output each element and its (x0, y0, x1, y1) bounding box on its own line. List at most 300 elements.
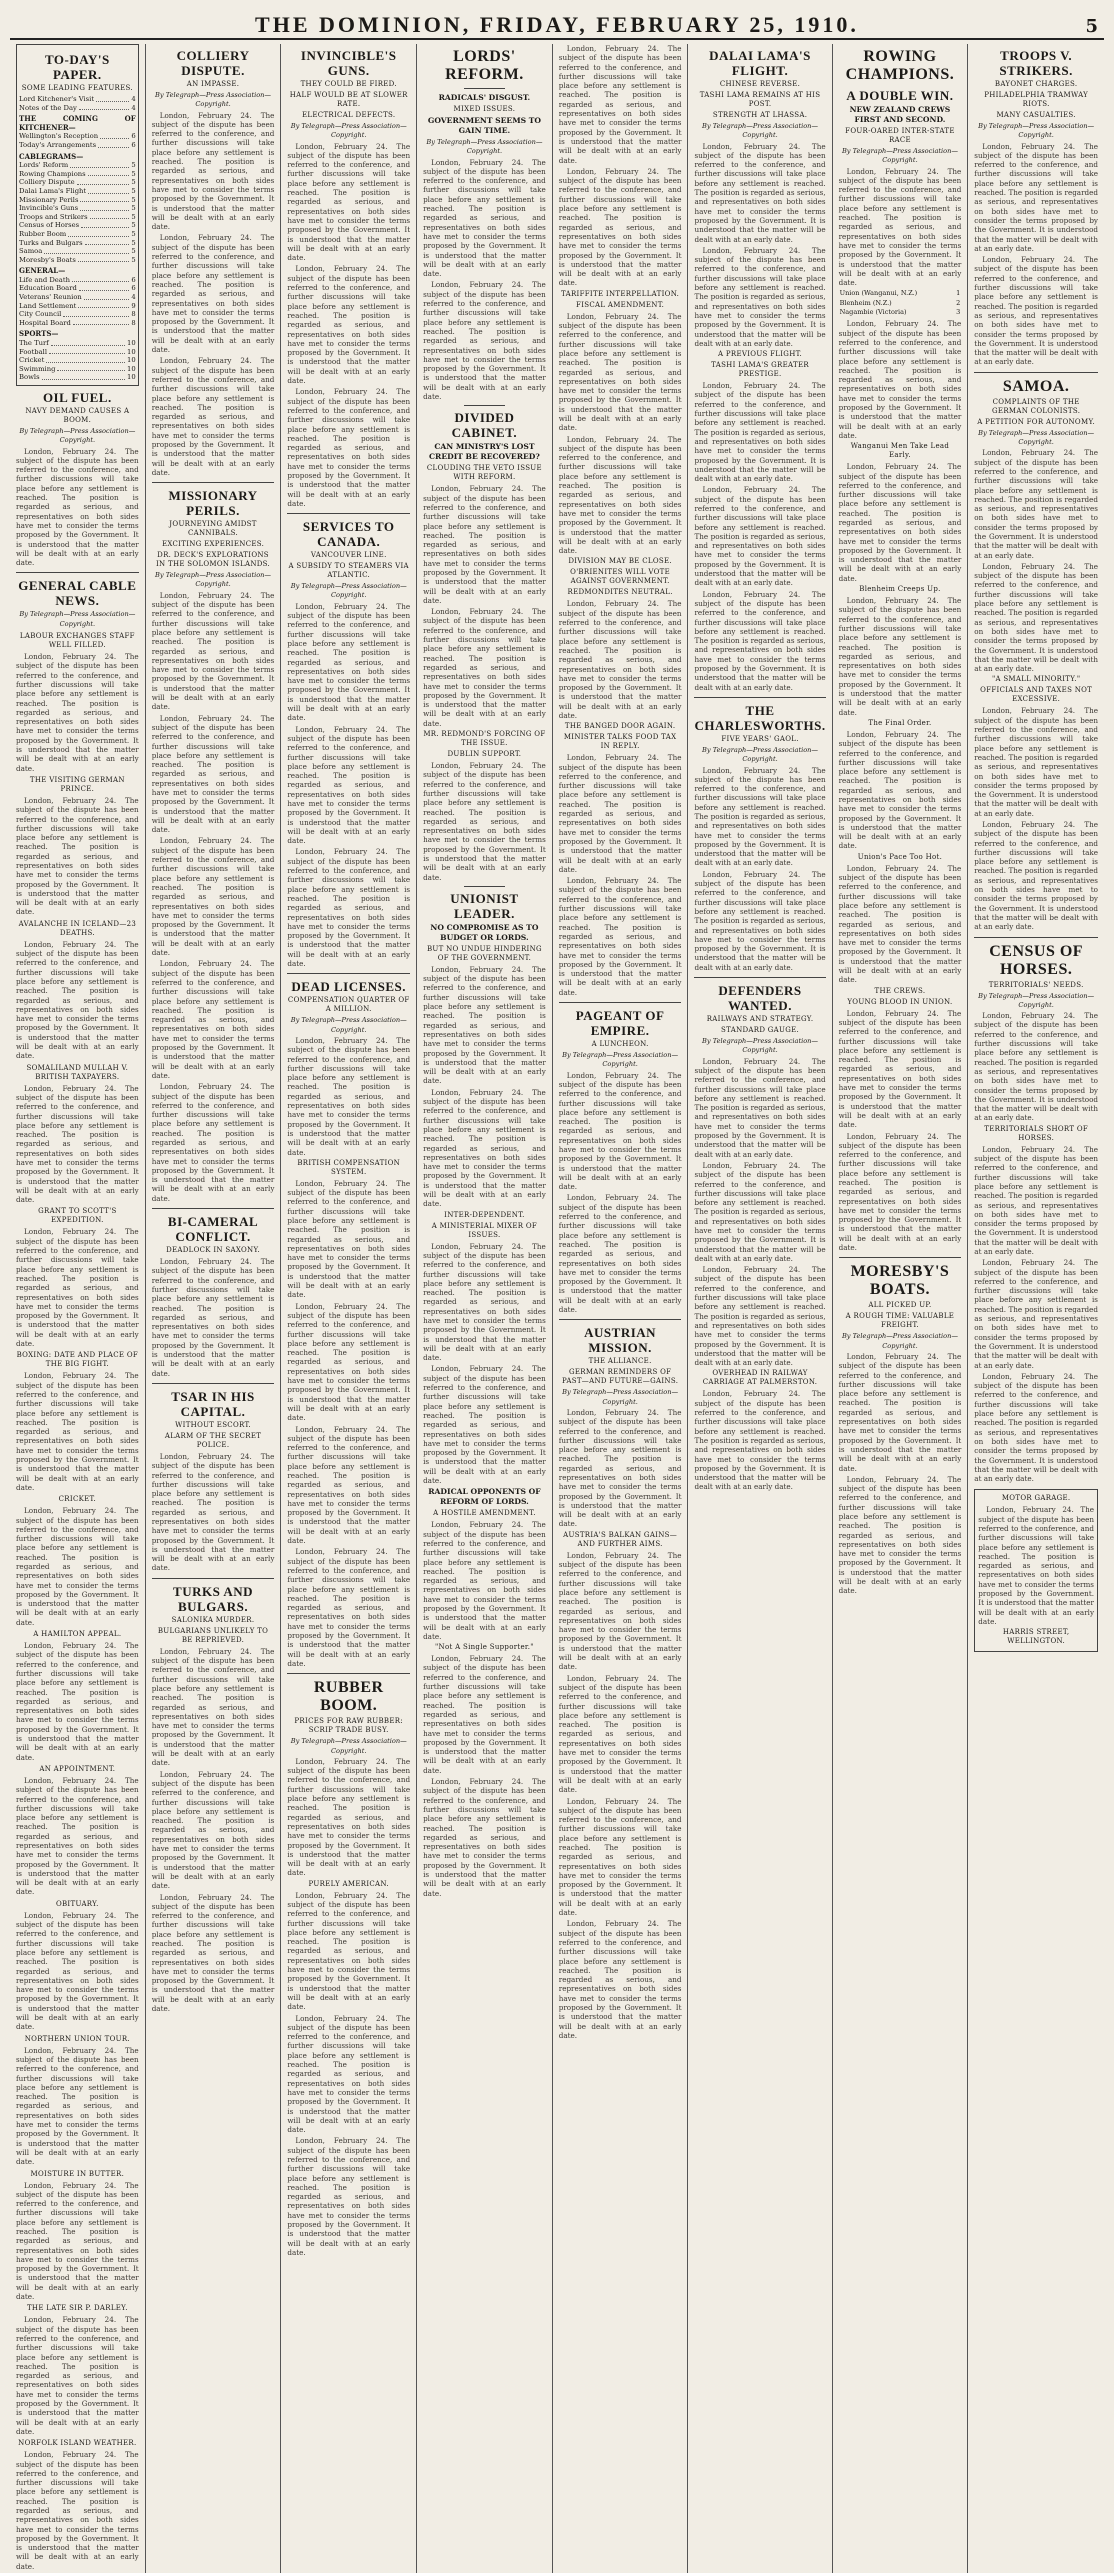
motor-garage-ad (974, 1489, 1098, 1652)
index-label: Education Board (19, 284, 77, 293)
unionist-sub: BUT NO UNDUE HINDERING OF THE GOVERNMENT. (426, 944, 542, 962)
cable-item-heading: SOMALILAND MULLAH V. BRITISH TAXPAYERS. (26, 1063, 129, 1081)
missionary-sub: DR. DECK'S EXPLORATIONS IN THE SOLOMON ISLANDS. (155, 551, 271, 569)
index-label: THE COMING OF KITCHENER— (19, 114, 136, 132)
tariffite-sub: TARIFFITE INTERPELLATION. (561, 289, 680, 298)
index-leader (72, 276, 129, 283)
index-label: Census of Horses (19, 221, 80, 230)
article-body: London, February 24. The subject of the dispute has been referred to the conference, and further discussions will take place before any settlement is reached. The position is regarded as serious, and representatives on both sides have met to consider the terms proposed by the Government. It is understood that the matter will be dealt with at an early date. (838, 863, 962, 985)
index-leader (84, 293, 130, 300)
index-row (19, 256, 136, 265)
article-body: London, February 24. The subject of the dispute has been referred to the conference, and further discussions will take place before any settlement is reached. The position is regarded as serious, and representatives on both sides have met to consider the terms proposed by the Government. It is understood that the matter will be dealt with at an early date. (974, 820, 1098, 932)
moresby-sub: A ROUGH TIME: VALUABLE FREIGHT. (845, 1312, 955, 1330)
dalai-sub: STRENGTH AT LHASSA. (712, 111, 808, 119)
motor-garage-heading: MOTOR GARAGE. (1001, 1494, 1071, 1503)
index-label: The Turf (19, 339, 49, 348)
pace-sub: Union's Pace Too Hot. (857, 852, 943, 861)
article-body: London, February 24. The subject of the dispute has been referred to the conference, and further discussions will take place before any settlement is reached. The position is regarded as serious, and representatives on both sides have met to consider the terms proposed by the Government. It is understood that the matter will be dealt with at an early date. (838, 319, 962, 440)
samoa-heading: SAMOA. (1002, 377, 1070, 395)
prestige-sub: TASHI LAMA'S GREATER PRESTIGE. (711, 361, 809, 379)
column-1 (10, 44, 146, 2573)
article-body: London, February 24. The subject of the dispute has been referred to the conference, and further discussions will take place before any settlement is reached. The position is regarded as serious, and representatives on both sides have met to consider the terms proposed by the Government. It is understood that the matter will be dealt with at an early date. (974, 1011, 1098, 1123)
tsar-sub: ALARM OF THE SECRET POLICE. (164, 1431, 262, 1449)
index-leader (79, 104, 130, 111)
article-body: London, February 24. The subject of the dispute has been referred to the conference, and further discussions will take place before any settlement is reached. The position is regarded as serious, and representatives on both sides have met to consider the terms proposed by the Government. It is understood that the matter will be dealt with at an early date. (16, 1371, 139, 1492)
divider (839, 1257, 962, 1258)
index-page: 5 (131, 161, 136, 170)
index-label: Lords' Reform (19, 161, 69, 170)
divider (974, 937, 1098, 938)
features-heading: SOME LEADING FEATURES. (21, 84, 133, 92)
index-row (19, 276, 136, 285)
article-body: London, February 24. The subject of the dispute has been referred to the conference, and further discussions will take place before any settlement is reached. The position is regarded as serious, and representatives on both sides have met to consider the terms proposed by the Government. It is understood that the matter will be dealt with at an early date. (287, 264, 411, 386)
austrian-sub: AUSTRIA'S BALKAN GAINS—AND FURTHER AIMS. (563, 1530, 678, 1548)
single-sub: "Not A Single Supporter." (435, 1643, 534, 1652)
crew-place: 1 (956, 289, 961, 298)
article-body: London, February 24. The subject of the dispute has been referred to the conference, and further discussions will take place before any settlement is reached. The position is regarded as serious, and representatives on both sides have met to consider the terms proposed by the Government. It is understood that the matter will be dealt with at an early date. (16, 2180, 139, 2302)
cable-item-heading: NORTHERN UNION TOUR. (24, 2034, 130, 2043)
moresby-sub: ALL PICKED UP. (868, 1301, 932, 1310)
troops-heading: TROOPS V. STRIKERS. (999, 48, 1073, 78)
article-body: London, February 24. The subject of the dispute has been referred to the conference, and further discussions will take place before any settlement is reached. The position is regarded as serious, and representatives on both sides have met to consider the terms proposed by the Government. It is understood that the matter will be dealt with at an early date. (16, 795, 139, 917)
index-page: 10 (127, 356, 136, 365)
troops-sub: PHILADELPHIA TRAMWAY RIOTS. (984, 91, 1089, 108)
article-body: London, February 24. The subject of the dispute has been referred to the conference, and further discussions will take place before any settlement is reached. The position is regarded as serious, and representatives on both sides have met to consider the terms proposed by the Government. It is understood that the matter will be dealt with at an early date. (558, 876, 682, 997)
article-body: London, February 24. The subject of the dispute has been referred to the conference, and further discussions will take place before any settlement is reached. The position is regarded as serious, and representatives on both sides have met to consider the terms proposed by the Government. It is understood that the matter will be dealt with at an early date. (558, 44, 682, 165)
article-body: London, February 24. The subject of the dispute has been referred to the conference, and further discussions will take place before any settlement is reached. The position is regarded as serious, and representatives on both sides have met to consider the terms proposed by the Government. It is understood that the matter will be dealt with at an early date. (151, 1769, 275, 1891)
index-page: 5 (131, 255, 136, 264)
dateline: By Telegraph—Press Association—Copyright. (290, 122, 407, 140)
index-page: 8 (131, 318, 136, 327)
missionary-sub: JOURNEYING AMIDST CANNIBALS. (169, 520, 257, 538)
article-body: London, February 24. The subject of the dispute has been referred to the conference, and further discussions will take place before any settlement is reached. The position is regarded as serious, and representatives on both sides have met to consider the terms proposed by the Government. It is understood that the matter will be dealt with at an early date. (694, 1265, 826, 1368)
index-row (19, 221, 136, 230)
dalai-sub: CHINESE REVERSE. (719, 80, 801, 88)
index-row (19, 284, 136, 293)
index-row (19, 213, 136, 222)
cable-item-heading: THE VISITING GERMAN PRINCE. (29, 775, 125, 793)
article-body: London, February 24. The subject of the dispute has been referred to the conference, and further discussions will take place before any settlement is reached. The position is regarded as serious, and representatives on both sides have met to consider the terms proposed by the Government. It is understood that the matter will be dealt with at an early date. (16, 1506, 139, 1627)
pageant-sub: A LUNCHEON. (591, 1040, 649, 1049)
missionary-sub: EXCITING EXPERIENCES. (161, 540, 265, 549)
divider (559, 1002, 682, 1003)
dalai-sub: TASHI LAMA REMAINS AT HIS POST. (699, 91, 821, 108)
tsar-sub: WITHOUT ESCORT. (175, 1420, 251, 1429)
samoa-sub: "A SMALL MINORITY." (991, 675, 1081, 684)
index-leader (77, 178, 130, 185)
columns (10, 44, 1104, 2571)
census-heading: CENSUS OF HORSES. (989, 942, 1084, 978)
column-6 (688, 44, 832, 2573)
article-body: London, February 24. The subject of the dispute has been referred to the conference, and further discussions will take place before any settlement is reached. The position is regarded as serious, and representatives on both sides have met to consider the terms proposed by the Government. It is understood that the matter will be dealt with at an early date. (558, 1193, 682, 1315)
article-body: London, February 24. The subject of the dispute has been referred to the conference, and further discussions will take place before any settlement is reached. The position is regarded as serious, and representatives on both sides have met to consider the terms proposed by the Government. It is understood that the matter will be dealt with at an early date. (974, 1258, 1098, 1370)
index-row (19, 239, 136, 248)
article-body: London, February 24. The subject of the dispute has been referred to the conference, and further discussions will take place before any settlement is reached. The position is regarded as serious, and representatives on both sides have met to consider the terms proposed by the Government. It is understood that the matter will be dealt with at an early date. (974, 561, 1098, 674)
article-body: London, February 24. The subject of the dispute has been referred to the conference, and further discussions will take place before any settlement is reached. The position is regarded as serious, and representatives on both sides have met to consider the terms proposed by the Government. It is understood that the matter will be dealt with at an early date. (287, 387, 411, 508)
article-body: London, February 24. The subject of the dispute has been referred to the conference, and further discussions will take place before any settlement is reached. The position is regarded as serious, and representatives on both sides have met to consider the terms proposed by the Government. It is understood that the matter will be dealt with at an early date. (974, 1371, 1098, 1484)
index-page: 4 (131, 293, 136, 302)
index-label: Turks and Bulgars (19, 238, 83, 247)
article-body: London, February 24. The subject of the dispute has been referred to the conference, and further discussions will take place before any settlement is reached. The position is regarded as serious, and representatives on both sides have met to consider the terms proposed by the Government. It is understood that the matter will be dealt with at an early date. (558, 311, 682, 433)
troops-sub: BAYONET CHARGES. (994, 80, 1078, 88)
column-5 (553, 44, 689, 2573)
index-row (19, 115, 136, 132)
article-body: London, February 24. The subject of the dispute has been referred to the conference, and further discussions will take place before any settlement is reached. The position is regarded as serious, and representatives on both sides have met to consider the terms proposed by the Government. It is understood that the matter will be dealt with at an early date. (558, 1919, 682, 2040)
index-row (19, 293, 136, 302)
article-body: London, February 24. The subject of the dispute has been referred to the conference, and further discussions will take place before any settlement is reached. The position is regarded as serious, and representatives on both sides have met to consider the terms proposed by the Government. It is understood that the matter will be dealt with at an early date. (151, 1646, 275, 1768)
index-row (19, 310, 136, 319)
article-body: London, February 24. The subject of the dispute has been referred to the conference, and further discussions will take place before any settlement is reached. The position is regarded as serious, and representatives on both sides have met to consider the terms proposed by the Government. It is understood that the matter will be dealt with at an early date. (287, 724, 411, 846)
index-leader (44, 247, 129, 254)
crew-row (839, 289, 962, 298)
rubber-sub: PRICES FOR RAW RUBBER: SCRIP TRADE BUSY. (294, 1717, 404, 1735)
redmond-sub: MR. REDMOND'S FORCING OF THE ISSUE. (423, 730, 546, 748)
index-leader (85, 239, 130, 246)
index-leader (80, 204, 129, 211)
index-leader (51, 339, 125, 346)
article-body: London, February 24. The subject of the dispute has been referred to the conference, and further discussions will take place before any settlement is reached. The position is regarded as serious, and representatives on both sides have met to consider the terms proposed by the Government. It is understood that the matter will be dealt with at an early date. (974, 255, 1098, 367)
article-body: London, February 24. The subject of the dispute has been referred to the conference, and further discussions will take place before any settlement is reached. The position is regarded as serious, and representatives on both sides have met to consider the terms proposed by the Government. It is understood that the matter will be dealt with at an early date. (558, 166, 682, 288)
article-body: London, February 24. The subject of the dispute has been referred to the conference, and further discussions will take place before any settlement is reached. The position is regarded as serious, and representatives on both sides have met to consider the terms proposed by the Government. It is understood that the matter will be dealt with at an early date. (423, 1654, 546, 1775)
article-body: London, February 24. The subject of the dispute has been referred to the conference, and further discussions will take place before any settlement is reached. The position is regarded as serious, and representatives on both sides have met to consider the terms proposed by the Government. It is understood that the matter will be dealt with at an early date. (287, 1424, 411, 1546)
index-label: GENERAL— (19, 266, 66, 276)
index-label: CABLEGRAMS— (19, 151, 84, 161)
index-leader (68, 230, 129, 237)
index-row (19, 178, 136, 187)
index-label: Cricket (19, 356, 45, 365)
rubber-heading: RUBBER BOOM. (313, 1679, 384, 1715)
article-body: London, February 24. The subject of the dispute has been referred to the conference, and further discussions will take place before any settlement is reached. The position is regarded as serious, and representatives on both sides have met to consider the terms proposed by the Government. It is understood that the matter will be dealt with at an early date. (287, 1301, 411, 1423)
article-body: London, February 24. The subject of the dispute has been referred to the conference, and further discussions will take place before any settlement is reached. The position is regarded as serious, and representatives on both sides have met to consider the terms proposed by the Government. It is understood that the matter will be dealt with at an early date. (16, 2450, 139, 2571)
cable-item-heading: MOISTURE IN BUTTER. (30, 2169, 125, 2178)
cable-item-heading: NORFOLK ISLAND WEATHER. (18, 2439, 137, 2448)
divider (974, 372, 1098, 373)
index-label: Moresby's Boats (19, 255, 76, 264)
index-leader (73, 319, 129, 326)
index-page: 5 (131, 229, 136, 238)
index-leader (100, 132, 129, 139)
divider (287, 973, 410, 974)
dead-licenses-sub: COMPENSATION QUARTER OF A MILLION. (287, 996, 410, 1014)
crew-place: 3 (956, 308, 961, 317)
article-body: London, February 24. The subject of the dispute has been referred to the conference, and further discussions will take place before any settlement is reached. The position is regarded as serious, and representatives on both sides have met to consider the terms proposed by the Government. It is understood that the matter will be dealt with at an early date. (838, 1131, 962, 1253)
dateline: By Telegraph—Press Association—Copyright. (155, 91, 272, 109)
article-body: London, February 24. The subject of the dispute has been referred to the conference, and further discussions will take place before any settlement is reached. The position is regarded as serious, and representatives on both sides have met to consider the terms proposed by the Government. It is understood that the matter will be dealt with at an early date. (423, 1364, 546, 1486)
index-label: Veterans' Reunion (19, 293, 82, 302)
obrienites-sub: O'BRIENITES WILL VOTE AGAINST GOVERNMENT. (570, 568, 671, 586)
article-body: London, February 24. The subject of the dispute has been referred to the conference, and further discussions will take place before any settlement is reached. The position is regarded as serious, and representatives on both sides have met to consider the terms proposed by the Government. It is understood that the matter will be dealt with at an early date. (558, 599, 682, 720)
samoa-sub: OFFICIALS AND TAXES NOT EXCESSIVE. (980, 686, 1093, 704)
cable-item-heading: LABOUR EXCHANGES STAFF WELL FILLED. (19, 632, 135, 650)
dateline: By Telegraph—Press Association—Copyright. (19, 427, 136, 445)
oil-fuel-heading: OIL FUEL. (42, 390, 112, 405)
general-cable-heading: GENERAL CABLE NEWS. (18, 578, 137, 609)
hostile-sub: A HOSTILE AMENDMENT. (433, 1509, 536, 1518)
column-3 (281, 44, 417, 2573)
article-body: London, February 24. The subject of the dispute has been referred to the conference, and further discussions will take place before any settlement is reached. The position is regarded as serious, and representatives on both sides have met to consider the terms proposed by the Government. It is understood that the matter will be dealt with at an early date. (974, 141, 1098, 253)
austrian-heading: AUSTRIAN MISSION. (584, 1325, 657, 1356)
index-label: Life and Death (19, 275, 70, 284)
article-body: London, February 24. The subject of the dispute has been referred to the conference, and further discussions will take place before any settlement is reached. The position is regarded as serious, and representatives on both sides have met to consider the terms proposed by the Government. It is understood that the matter will be dealt with at an early date. (838, 1474, 962, 1596)
cable-item-heading: THE LATE SIR P. DARLEY. (26, 2304, 128, 2313)
blenheim-sub: Blenheim Creeps Up. (859, 585, 941, 594)
article-body: London, February 24. The subject of the dispute has been referred to the conference, and further discussions will take place before any settlement is reached. The position is regarded as serious, and representatives on both sides have met to consider the terms proposed by the Government. It is understood that the matter will be dealt with at an early date. (16, 2315, 139, 2436)
dateline: By Telegraph—Press Association—Copyright. (19, 610, 136, 628)
divider (152, 1208, 275, 1209)
index-row (19, 196, 136, 205)
divided-sub: CLOUDING THE VETO ISSUE WITH REFORM. (426, 464, 542, 482)
index-label: Missionary Perils (19, 195, 79, 204)
ad-address: HARRIS STREET, WELLINGTON. (1002, 1628, 1070, 1646)
article-body: London, February 24. The subject of the dispute has been referred to the conference, and further discussions will take place before any settlement is reached. The position is regarded as serious, and representatives on both sides have met to consider the terms proposed by the Government. It is understood that the matter will be dealt with at an early date. (16, 939, 139, 1061)
guns-sub: HALF WOULD BE AT SLOWER RATE. (289, 91, 408, 108)
index-label: Rowing Champions (19, 169, 86, 178)
overhead-sub: OVERHEAD IN RAILWAY CARRIAGE AT PALMERSTON. (702, 1369, 818, 1387)
index-label: Samoa (19, 247, 43, 256)
index-row (19, 153, 136, 162)
fiscal-sub: FISCAL AMENDMENT. (576, 300, 665, 309)
redmondites-sub: REDMONDITES NEUTRAL. (567, 588, 673, 597)
index-page: 10 (127, 364, 136, 373)
index-label: Colliery Dispute (19, 178, 75, 187)
article-body: London, February 24. The subject of the dispute has been referred to the conference, and further discussions will take place before any settlement is reached. The position is regarded as serious, and representatives on both sides have met to consider the terms proposed by the Government. It is understood that the matter will be dealt with at an early date. (287, 847, 411, 969)
index-row (19, 348, 136, 357)
wanganui-sub: Wanganui Men Take Lead Early. (850, 442, 950, 460)
cable-item-heading: OBITUARY. (55, 1899, 99, 1908)
dateline: By Telegraph—Press Association—Copyright. (978, 428, 1095, 447)
cable-item-heading: GRANT TO SCOTT'S EXPEDITION. (38, 1207, 117, 1225)
column-4 (417, 44, 553, 2573)
divider (152, 482, 275, 483)
divided-heading: DIVIDED CABINET. (451, 410, 518, 441)
article-body: London, February 24. The subject of the dispute has been referred to the conference, and further discussions will take place before any settlement is reached. The position is regarded as serious, and representatives on both sides have met to consider the terms proposed by the Government. It is understood that the matter will be dealt with at an early date. (151, 713, 275, 835)
index-row (19, 267, 136, 276)
article-body: London, February 24. The subject of the dispute has been referred to the conference, and further discussions will take place before any settlement is reached. The position is regarded as serious, and representatives on both sides have met to consider the terms proposed by the Government. It is understood that the matter will be dealt with at an early date. (558, 1673, 682, 1795)
masthead (10, 10, 1104, 40)
index-leader (90, 213, 130, 220)
index-page: 9 (131, 301, 136, 310)
index-leader (46, 356, 125, 363)
article-body: London, February 24. The subject of the dispute has been referred to the conference, and further discussions will take place before any settlement is reached. The position is regarded as serious, and representatives on both sides have met to consider the terms proposed by the Government. It is understood that the matter will be dealt with at an early date. (558, 1550, 682, 1672)
turks-sub: SALONIKA MURDER. (171, 1615, 255, 1624)
cable-item-heading: AVALANCHE IN ICELAND—23 DEATHS. (18, 919, 137, 937)
index-label: Notes of the Day (19, 103, 77, 112)
article-body: London, February 24. The subject of the dispute has been referred to the conference, and further discussions will take place before any settlement is reached. The position is regarded as serious, and representatives on both sides have met to consider the terms proposed by the Government. It is understood that the matter will be dealt with at an early date. (694, 589, 826, 692)
index-page: 5 (131, 247, 136, 256)
dateline: By Telegraph—Press Association—Copyright. (562, 1051, 679, 1069)
index-leader (57, 365, 125, 372)
index-page: 5 (131, 204, 136, 213)
crew-name: Union (Wanganui, N.Z.) (839, 289, 918, 298)
index-label: Hospital Board (19, 318, 71, 327)
index-leader (81, 221, 129, 228)
census-sub: TERRITORIALS SHORT OF HORSES. (984, 1124, 1089, 1142)
index-label: Troops and Strikers (19, 212, 88, 221)
article-body: London, February 24. The subject of the dispute has been referred to the conference, and further discussions will take place before any settlement is reached. The position is regarded as serious, and representatives on both sides have met to consider the terms proposed by the Government. It is understood that the matter will be dealt with at an early date. (423, 1777, 546, 1898)
unionist-sub: NO COMPROMISE AS TO BUDGET OR LORDS. (430, 922, 539, 942)
young-sub: YOUNG BLOOD IN UNION. (847, 997, 953, 1006)
dalai-heading: DALAI LAMA'S FLIGHT. (709, 48, 811, 78)
index-row (19, 141, 136, 150)
dateline: By Telegraph—Press Association—Copyright. (426, 138, 543, 156)
divider (464, 405, 506, 406)
divider (152, 1383, 275, 1384)
article-body: London, February 24. The subject of the dispute has been referred to the conference, and further discussions will take place before any settlement is reached. The position is regarded as serious, and representatives on both sides have met to consider the terms proposed by the Government. It is understood that the matter will be dealt with at an early date. (694, 869, 826, 972)
index-label: Football (19, 347, 48, 356)
tsar-heading: TSAR IN HIS CAPITAL. (171, 1388, 255, 1419)
rowing-sub: NEW ZEALAND CREWS FIRST AND SECOND. (849, 105, 951, 124)
article-body: London, February 24. The subject of the dispute has been referred to the conference, and further discussions will take place before any settlement is reached. The position is regarded as serious, and representatives on both sides have met to consider the terms proposed by the Government. It is understood that the matter will be dealt with at an early date. (287, 2136, 411, 2257)
index-row (19, 161, 136, 170)
mixer-sub: A MINISTERIAL MIXER OF ISSUES. (431, 1221, 538, 1239)
article-body: London, February 24. The subject of the dispute has been referred to the conference, and further discussions will take place before any settlement is reached. The position is regarded as serious, and representatives on both sides have met to consider the terms proposed by the Government. It is understood that the matter will be dealt with at an early date. (558, 1796, 682, 1918)
index-leader (79, 284, 130, 291)
index-leader (80, 196, 129, 203)
index-row (19, 373, 136, 382)
article-body: London, February 24. The subject of the dispute has been referred to the conference, and further discussions will take place before any settlement is reached. The position is regarded as serious, and representatives on both sides have met to consider the terms proposed by the Government. It is understood that the matter will be dealt with at an early date. (423, 157, 546, 279)
index-leader (78, 302, 129, 309)
crew-name: Blenheim (N.Z.) (839, 298, 892, 307)
divider (16, 572, 139, 573)
index-leader (88, 187, 129, 194)
crew-row (839, 299, 962, 308)
guns-heading: INVINCIBLE'S GUNS. (300, 48, 397, 78)
turks-heading: TURKS AND BULGARS. (173, 1583, 254, 1614)
article-body: London, February 24. The subject of the dispute has been referred to the conference, and further discussions will take place before any settlement is reached. The position is regarded as serious, and representatives on both sides have met to consider the terms proposed by the Government. It is understood that the matter will be dealt with at an early date. (423, 1520, 546, 1641)
article-body: London, February 24. The subject of the dispute has been referred to the conference, and further discussions will take place before any settlement is reached. The position is regarded as serious, and representatives on both sides have met to consider the terms proposed by the Government. It is understood that the matter will be dealt with at an early date. (151, 110, 275, 232)
article-body: London, February 24. The subject of the dispute has been referred to the conference, and further discussions will take place before any settlement is reached. The position is regarded as serious, and representatives on both sides have met to consider the terms proposed by the Government. It is understood that the matter will be dealt with at an early date. (974, 1144, 1098, 1256)
index-label: Wellington's Reception (19, 132, 99, 141)
dateline: By Telegraph—Press Association—Copyright. (702, 745, 819, 764)
article-body: London, February 24. The subject of the dispute has been referred to the conference, and further discussions will take place before any settlement is reached. The position is regarded as serious, and representatives on both sides have met to consider the terms proposed by the Government. It is understood that the matter will be dealt with at an early date. (287, 1035, 411, 1157)
article-body: London, February 24. The subject of the dispute has been referred to the conference, and further discussions will take place before any settlement is reached. The position is regarded as serious, and representatives on both sides have met to consider the terms proposed by the Government. It is understood that the matter will be dealt with at an early date. (423, 280, 546, 402)
article-body: London, February 24. The subject of the dispute has been referred to the conference, and further discussions will take place before any settlement is reached. The position is regarded as serious, and representatives on both sides have met to consider the terms proposed by the Government. It is understood that the matter will be dealt with at an early date. (694, 1056, 826, 1159)
todays-paper-heading: TO-DAY'S PAPER. (44, 52, 110, 82)
todays-paper-box (16, 44, 139, 386)
index-label: Rubber Boom (19, 229, 67, 238)
colliery-heading: COLLIERY DISPUTE. (176, 48, 250, 78)
article-body: London, February 24. The subject of the dispute has been referred to the conference, and further discussions will take place before any settlement is reached. The position is regarded as serious, and representatives on both sides have met to consider the terms proposed by the Government. It is understood that the matter will be dealt with at an early date. (974, 706, 1098, 818)
crews-sub: THE CREWS. (874, 986, 926, 995)
crews-table (839, 289, 962, 317)
previous-sub: A PREVIOUS FLIGHT. (717, 350, 803, 359)
article-body: London, February 24. The subject of the dispute has been referred to the conference, and further discussions will take place before any settlement is reached. The position is regarded as serious, and representatives on both sides have met to consider the terms proposed by the Government. It is understood that the matter will be dealt with at an early date. (151, 836, 275, 958)
dateline: By Telegraph—Press Association—Copyright. (290, 582, 407, 600)
samoa-sub: A PETITION FOR AUTONOMY. (977, 417, 1095, 426)
dateline: By Telegraph—Press Association—Copyright. (702, 122, 819, 140)
article-body: London, February 24. The subject of the dispute has been referred to the conference, and further discussions will take place before any settlement is reached. The position is regarded as serious, and representatives on both sides have met to consider the terms proposed by the Government. It is understood that the matter will be dealt with at an early date. (151, 959, 275, 1080)
article-body: London, February 24. The subject of the dispute has been referred to the conference, and further discussions will take place before any settlement is reached. The position is regarded as serious, and representatives on both sides have met to consider the terms proposed by the Government. It is understood that the matter will be dealt with at an early date. (694, 1389, 826, 1492)
index-row (19, 170, 136, 179)
index-page: 6 (131, 275, 136, 284)
article-body: London, February 24. The subject of the dispute has been referred to the conference, and further discussions will take place before any settlement is reached. The position is regarded as serious, and representatives on both sides have met to consider the terms proposed by the Government. It is understood that the matter will be dealt with at an early date. (287, 2013, 411, 2135)
index-row (19, 95, 136, 104)
divider (152, 1578, 275, 1579)
article-body: London, February 24. The subject of the dispute has been referred to the conference, and further discussions will take place before any settlement is reached. The position is regarded as serious, and representatives on both sides have met to consider the terms proposed by the Government. It is understood that the matter will be dealt with at an early date. (558, 434, 682, 556)
article-body: London, February 24. The subject of the dispute has been referred to the conference, and further discussions will take place before any settlement is reached. The position is regarded as serious, and representatives on both sides have met to consider the terms proposed by the Government. It is understood that the matter will be dealt with at an early date. (838, 729, 962, 851)
article-body: London, February 24. The subject of the dispute has been referred to the conference, and further discussions will take place before any settlement is reached. The position is regarded as serious, and representatives on both sides have met to consider the terms proposed by the Government. It is understood that the matter will be dealt with at an early date. (16, 1083, 139, 1205)
dateline: By Telegraph—Press Association—Copyright. (702, 1037, 819, 1055)
unionist-heading: UNIONIST LEADER. (450, 890, 519, 921)
index-leader (78, 256, 129, 263)
services-heading: SERVICES TO CANADA. (302, 519, 395, 550)
troops-sub: MANY CASUALTIES. (996, 111, 1076, 119)
index-row (19, 302, 136, 311)
dateline: By Telegraph—Press Association—Copyright. (841, 147, 958, 165)
article-body: London, February 24. The subject of the dispute has been referred to the conference, and further discussions will take place before any settlement is reached. The position is regarded as serious, and representatives on both sides have met to consider the terms proposed by the Government. It is understood that the matter will be dealt with at an early date. (558, 753, 682, 874)
column-2 (146, 44, 282, 2573)
moresby-heading: MORESBY'S BOATS. (850, 1263, 950, 1299)
dateline: By Telegraph—Press Association—Copyright. (562, 1388, 679, 1406)
index-page: 5 (131, 221, 136, 230)
dateline: By Telegraph—Press Association—Copyright. (978, 991, 1095, 1009)
index-page: 6 (131, 284, 136, 293)
article-body: London, February 24. The subject of the dispute has been referred to the conference, and further discussions will take place before any settlement is reached. The position is regarded as serious, and representatives on both sides have met to consider the terms proposed by the Government. It is understood that the matter will be dealt with at an early date. (151, 1451, 275, 1573)
index-leader (49, 348, 125, 355)
samoa-sub: COMPLAINTS OF THE GERMAN COLONISTS. (992, 397, 1081, 415)
division-sub: DIVISION MAY BE CLOSE. (568, 557, 672, 566)
article-body: London, February 24. The subject of the dispute has been referred to the conference, and further discussions will take place before any settlement is reached. The position is regarded as serious, and representatives on both sides have met to consider the terms proposed by the Government. It is understood that the matter will be dealt with at an early date. (423, 1087, 546, 1209)
crew-place: 2 (956, 298, 961, 307)
index-row (19, 204, 136, 213)
oil-fuel-sub: NAVY DEMAND CAUSES A BOOM. (25, 407, 130, 424)
general-cable-list (16, 632, 139, 2571)
article-body: London, February 24. The subject of the dispute has been referred to the conference, and further discussions will take place before any settlement is reached. The position is regarded as serious, and representatives on both sides have met to consider the terms proposed by the Government. It is understood that the matter will be dealt with at an early date. (151, 1082, 275, 1203)
article-body: London, February 24. The subject of the dispute has been referred to the conference, and further discussions will take place before any settlement is reached. The position is regarded as serious, and representatives on both sides have met to consider the terms proposed by the Government. It is understood that the matter will be dealt with at an early date. (694, 245, 826, 348)
guns-sub: THEY COULD BE FIRED. (300, 80, 397, 88)
index-page: 5 (131, 169, 136, 178)
dateline: By Telegraph—Press Association—Copyright. (290, 1016, 407, 1034)
rowing-heading: ROWING CHAMPIONS. (845, 48, 955, 83)
newspaper-title: THE DOMINION, FRIDAY, FEBRUARY 25, 1910. (255, 12, 859, 37)
index-label: Invincible's Guns (19, 204, 79, 213)
article-body: London, February 24. The subject of the dispute has been referred to the conference, and further discussions will take place before any settlement is reached. The position is regarded as serious, and representatives on both sides have met to consider the terms proposed by the Government. It is understood that the matter will be dealt with at an early date. (16, 1775, 139, 1897)
ad-body: London, February 24. The subject of the dispute has been referred to the conference, and further discussions will take place before any settlement is reached. The position is regarded as serious, and representatives on both sides have met to consider the terms proposed by the Government. It is understood that the matter will be dealt with at an early date. (978, 1505, 1094, 1626)
inter-sub: INTER-DEPENDENT. (444, 1210, 525, 1219)
rubber-sub: PURELY AMERICAN. (308, 1879, 389, 1888)
index-row (19, 230, 136, 239)
index-page: 4 (131, 103, 136, 112)
article-body: London, February 24. The subject of the dispute has been referred to the conference, and further discussions will take place before any settlement is reached. The position is regarded as serious, and representatives on both sides have met to consider the terms proposed by the Government. It is understood that the matter will be dealt with at an early date. (423, 1241, 546, 1363)
austrian-sub: THE ALLIANCE. (588, 1357, 652, 1366)
article-body: London, February 24. The subject of the dispute has been referred to the conference, and further discussions will take place before any settlement is reached. The position is regarded as serious, and representatives on both sides have met to consider the terms proposed by the Government. It is understood that the matter will be dealt with at an early date. (423, 761, 546, 882)
index-page: 10 (127, 339, 136, 348)
article-body: London, February 24. The subject of the dispute has been referred to the conference, and further discussions will take place before any settlement is reached. The position is regarded as serious, and representatives on both sides have met to consider the terms proposed by the Government. It is understood that the matter will be dealt with at an early date. (287, 1890, 411, 2012)
article-body: London, February 24. The subject of the dispute has been referred to the conference, and further discussions will take place before any settlement is reached. The position is regarded as serious, and representatives on both sides have met to consider the terms proposed by the Government. It is understood that the matter will be dealt with at an early date. (838, 1351, 962, 1473)
index-page: 6 (131, 140, 136, 149)
index-leader (42, 373, 125, 380)
index-label: City Council (19, 310, 62, 319)
article-body: London, February 24. The subject of the dispute has been referred to the conference, and further discussions will take place before any settlement is reached. The position is regarded as serious, and representatives on both sides have met to consider the terms proposed by the Government. It is understood that the matter will be dealt with at an early date. (16, 1910, 139, 2032)
page-number: 5 (1085, 16, 1098, 37)
index-label: Dalai Lama's Flight (19, 186, 87, 195)
article-body: London, February 24. The subject of the dispute has been referred to the conference, and further discussions will take place before any settlement is reached. The position is regarded as serious, and representatives on both sides have met to consider the terms proposed by the Government. It is understood that the matter will be dealt with at an early date. (838, 462, 962, 583)
census-sub: TERRITORIALS' NEEDS. (988, 980, 1084, 989)
article-body: London, February 24. The subject of the dispute has been referred to the conference, and further discussions will take place before any settlement is reached. The position is regarded as serious, and representatives on both sides have met to consider the terms proposed by the Government. It is understood that the matter will be dealt with at an early date. (287, 1756, 411, 1878)
cable-item-heading: AN APPOINTMENT. (39, 1764, 116, 1773)
article-body: London, February 24. The subject of the dispute has been referred to the conference, and further discussions will take place before any settlement is reached. The position is regarded as serious, and representatives on both sides have met to consider the terms proposed by the Government. It is understood that the matter will be dealt with at an early date. (16, 446, 139, 568)
article-body: London, February 24. The subject of the dispute has been referred to the conference, and further discussions will take place before any settlement is reached. The position is regarded as serious, and representatives on both sides have met to consider the terms proposed by the Government. It is understood that the matter will be dealt with at an early date. (151, 590, 275, 712)
index-row (19, 339, 136, 348)
index-page: 5 (131, 195, 136, 204)
article-body: London, February 24. The subject of the dispute has been referred to the conference, and further discussions will take place before any settlement is reached. The position is regarded as serious, and representatives on both sides have met to consider the terms proposed by the Government. It is understood that the matter will be dealt with at an early date. (151, 356, 275, 477)
bicameral-heading: BI-CAMERAL CONFLICT. (167, 1214, 259, 1245)
dead-licenses-sub: BRITISH COMPENSATION SYSTEM. (297, 1158, 401, 1176)
banged-sub: THE BANGED DOOR AGAIN. (564, 722, 676, 731)
article-body: London, February 24. The subject of the dispute has been referred to the conference, and further discussions will take place before any settlement is reached. The position is regarded as serious, and representatives on both sides have met to consider the terms proposed by the Government. It is understood that the matter will be dealt with at an early date. (423, 607, 546, 728)
index-page: 5 (131, 212, 136, 221)
lords-sub: RADICALS' DISGUST. (438, 93, 531, 102)
